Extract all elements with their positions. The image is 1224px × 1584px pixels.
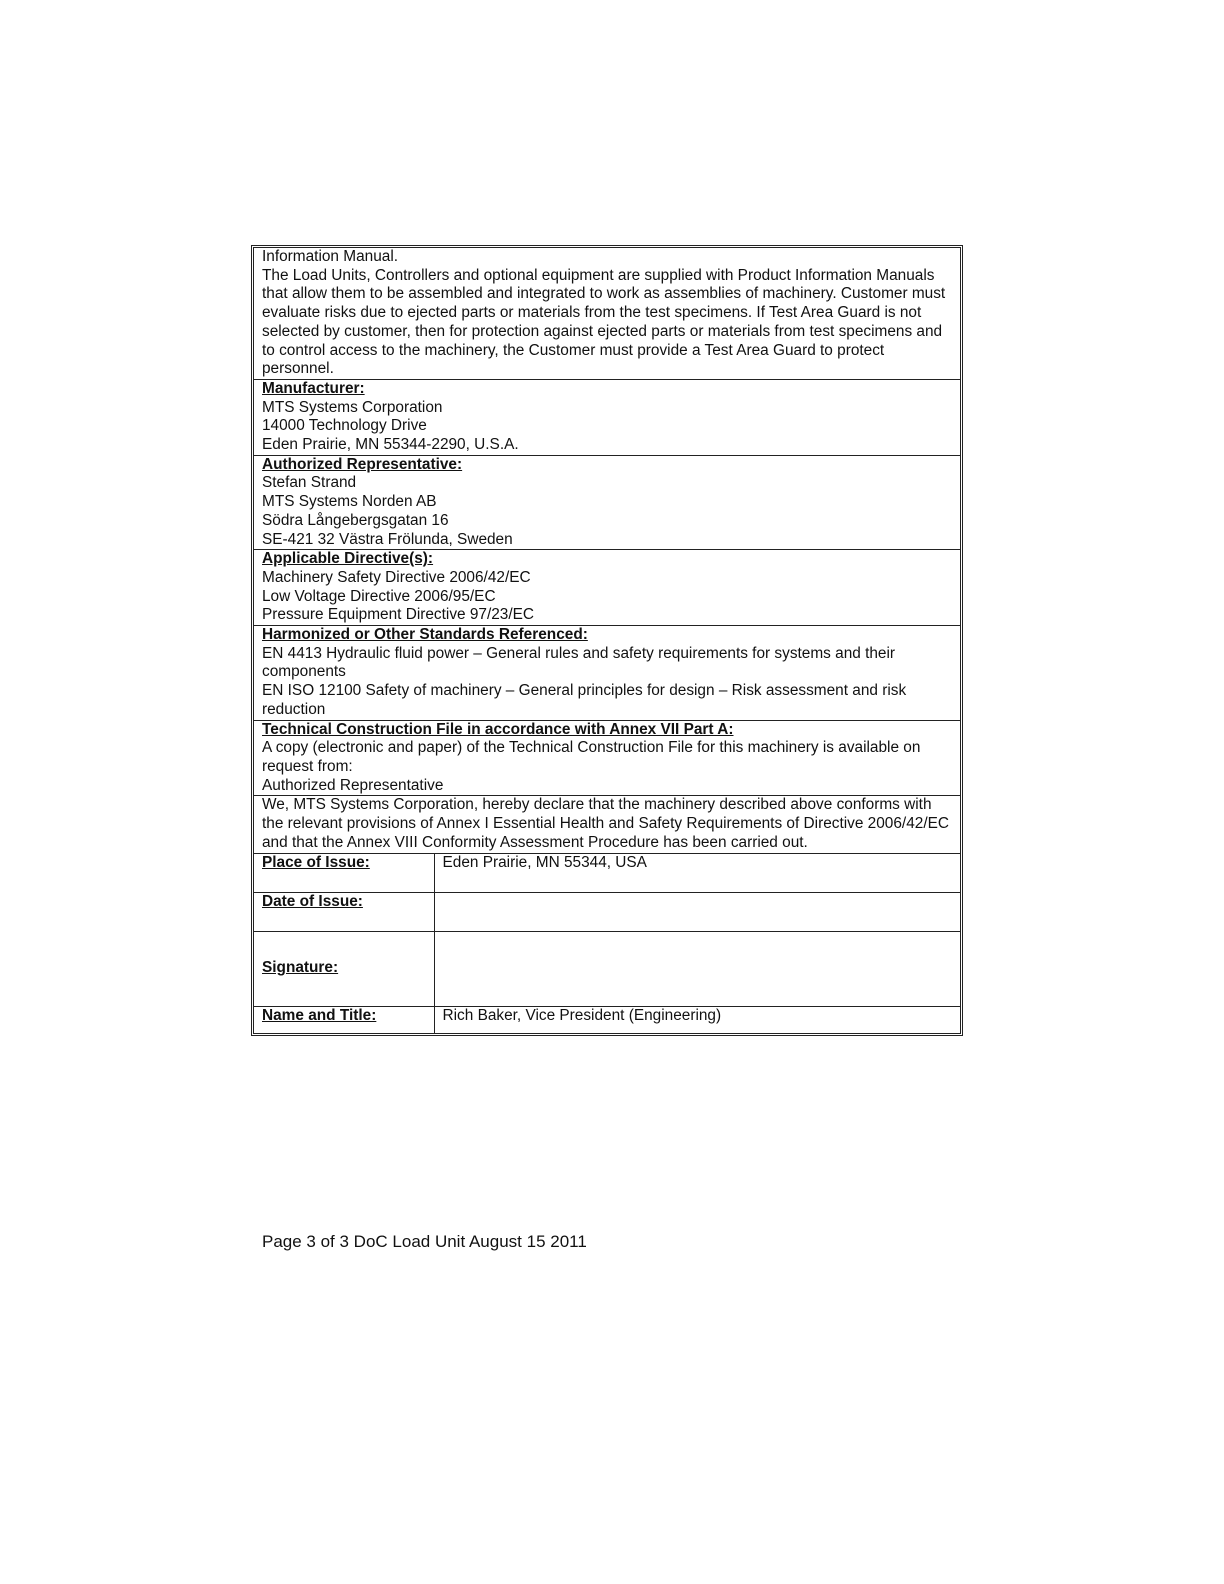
place-of-issue-value: Eden Prairie, MN 55344, USA xyxy=(442,853,647,871)
directive-pressure: Pressure Equipment Directive 97/23/EC xyxy=(262,606,535,624)
representative-street: Södra Långebergsgatan 16 xyxy=(262,511,449,529)
directive-machinery: Machinery Safety Directive 2006/42/EC xyxy=(262,568,531,586)
page-footer: Page 3 of 3 DoC Load Unit August 15 2011 xyxy=(262,1232,587,1251)
standards-row xyxy=(254,626,960,721)
representative-heading: Authorized Representative: xyxy=(262,455,463,473)
signature-label-cell xyxy=(254,931,434,1006)
declaration-text: We, MTS Systems Corporation, hereby declare that the machinery described above conforms with the relevant provisions of Annex I Essential Health and Safety Requirements of Directive 2006/42/EC and that the Annex VIII Conformity Assessment Procedure has been carried out. xyxy=(262,796,949,851)
representative-person: Stefan Strand xyxy=(262,474,357,492)
representative-city: SE-421 32 Västra Frölunda, Sweden xyxy=(262,530,513,548)
signature-label: Signature: xyxy=(262,959,339,977)
directive-low-voltage: Low Voltage Directive 2006/95/EC xyxy=(262,587,496,605)
conformity-table xyxy=(254,248,960,1033)
standard-en-4413: EN 4413 Hydraulic fluid power – General rules and safety requirements for systems and their components xyxy=(262,644,896,681)
directives-heading: Applicable Directive(s): xyxy=(262,550,434,568)
date-of-issue-label-cell xyxy=(254,892,434,931)
declaration-of-conformity-table xyxy=(251,245,963,1036)
representative-company: MTS Systems Norden AB xyxy=(262,493,437,511)
manufacturer-heading: Manufacturer: xyxy=(262,379,365,397)
representative-row xyxy=(254,455,960,550)
date-of-issue-row xyxy=(254,892,960,931)
technical-file-heading: Technical Construction File in accordance with Annex VII Part A: xyxy=(262,720,734,738)
declaration-row xyxy=(254,796,960,853)
name-and-title-row xyxy=(254,1006,960,1033)
manufacturer-name: MTS Systems Corporation xyxy=(262,398,443,416)
place-of-issue-label-cell xyxy=(254,853,434,892)
technical-file-cell xyxy=(254,720,960,796)
manufacturer-street: 14000 Technology Drive xyxy=(262,417,427,435)
declaration-cell xyxy=(254,796,960,853)
name-and-title-value-cell xyxy=(434,1006,960,1033)
manufacturer-cell xyxy=(254,379,960,455)
technical-file-availability: A copy (electronic and paper) of the Technical Construction File for this machinery is available on request from: xyxy=(262,739,921,775)
manufacturer-row xyxy=(254,379,960,455)
intro-line-1: Information Manual. xyxy=(262,248,399,265)
directives-row xyxy=(254,550,960,626)
standards-cell xyxy=(254,626,960,721)
place-of-issue-value-cell xyxy=(434,853,960,892)
representative-cell xyxy=(254,455,960,550)
place-of-issue-label: Place of Issue: xyxy=(262,853,370,871)
technical-file-row xyxy=(254,720,960,796)
place-of-issue-row xyxy=(254,853,960,892)
intro-cell xyxy=(254,248,960,379)
standard-en-iso-12100: EN ISO 12100 Safety of machinery – General principles for design – Risk assessment and risk reduction xyxy=(262,682,907,718)
date-of-issue-value-cell xyxy=(434,892,960,931)
name-and-title-value: Rich Baker, Vice President (Engineering) xyxy=(442,1006,722,1024)
intro-line-2: The Load Units, Controllers and optional equipment are supplied with Product Information Manuals that allow them to be assembled and integrated to work as assemblies of machinery. Customer must evaluate risks due to ejected parts or materials from the test specimens. If Test Area Guard is not selected by customer, then for protection against ejected parts or materials from test specimens and to control access to the machinery, the Customer must provide a Test Area Guard to protect personnel. xyxy=(262,266,946,378)
name-and-title-label-cell xyxy=(254,1006,434,1033)
signature-value-cell xyxy=(434,931,960,1006)
technical-file-source: Authorized Representative xyxy=(262,776,444,794)
date-of-issue-label: Date of Issue: xyxy=(262,892,363,910)
name-and-title-label: Name and Title: xyxy=(262,1006,377,1024)
intro-row xyxy=(254,248,960,379)
directives-cell xyxy=(254,550,960,626)
standards-heading: Harmonized or Other Standards Referenced: xyxy=(262,626,588,644)
manufacturer-city: Eden Prairie, MN 55344-2290, U.S.A. xyxy=(262,436,519,454)
signature-row xyxy=(254,931,960,1006)
